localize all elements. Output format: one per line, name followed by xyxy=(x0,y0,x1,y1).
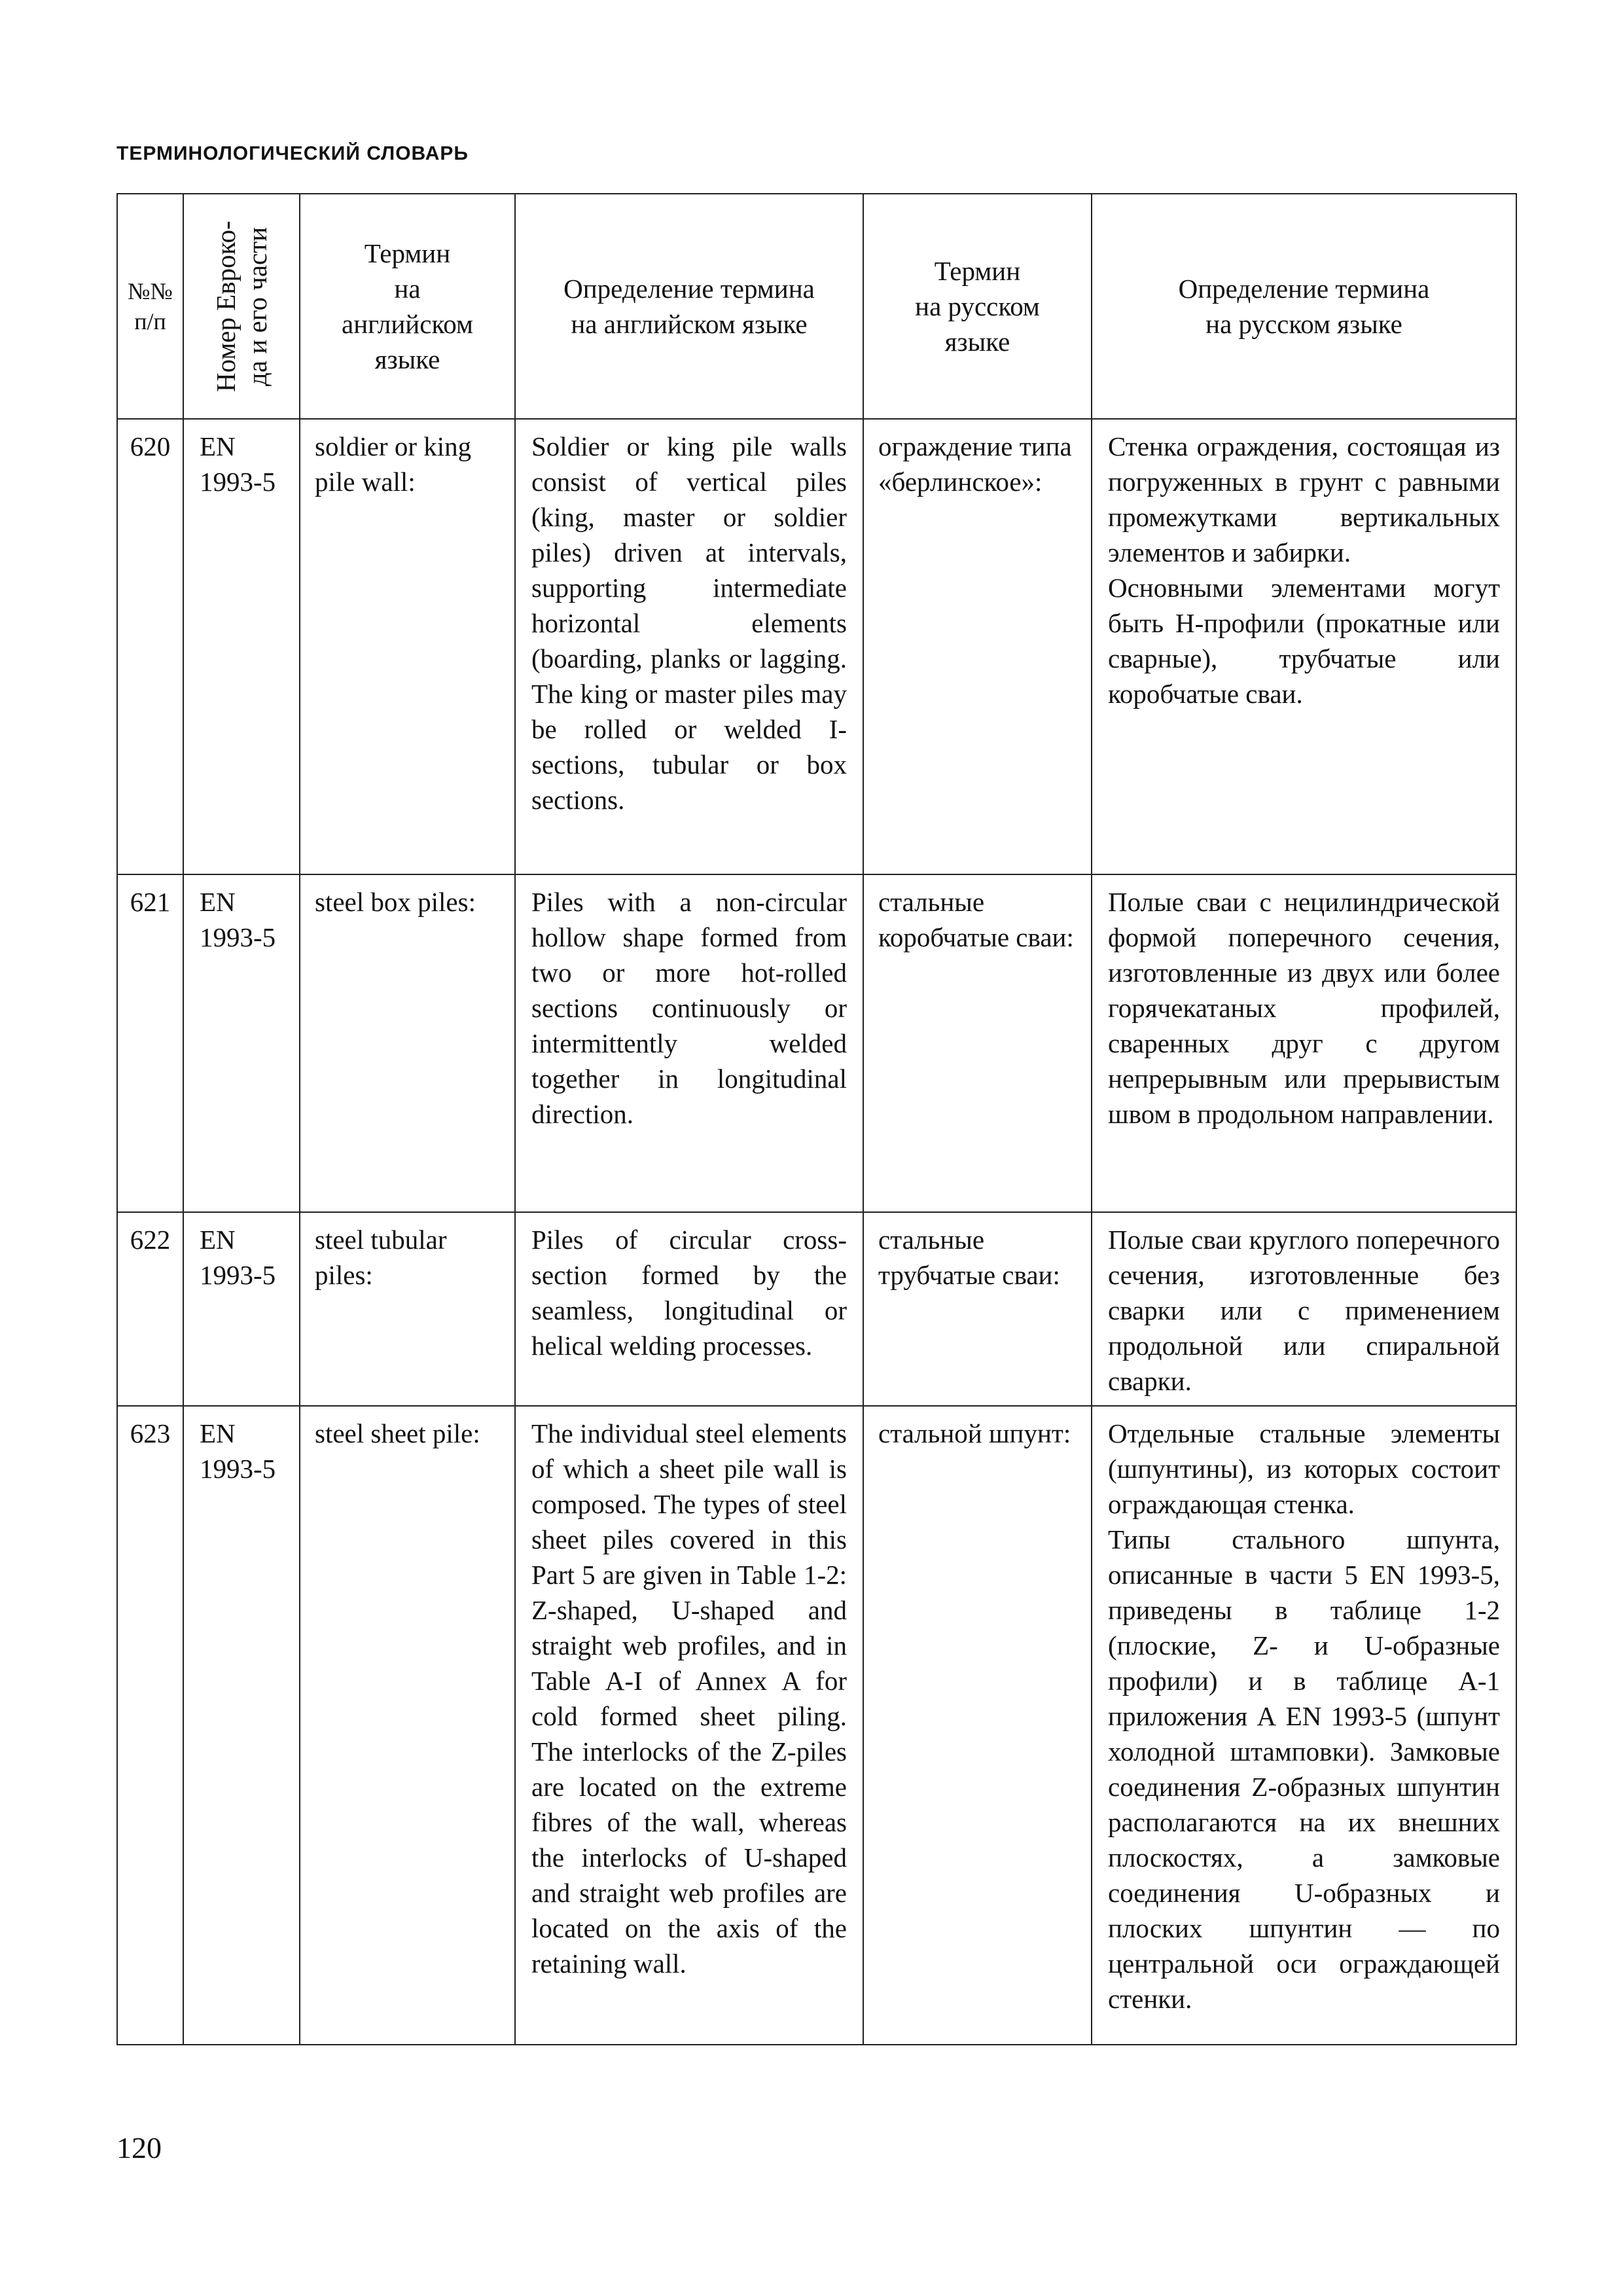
row-number: 621 xyxy=(117,874,183,1212)
definition-paragraph: Основными элементами могут быть Н-профили (прокатные или сварные), трубчатые или коробчатые сваи. xyxy=(1108,573,1500,709)
definition-paragraph: Отдельные стальные элементы (шпунтины), из которых состоит ограждающая стенка. xyxy=(1108,1418,1500,1519)
col-header-def-ru: Определение термина на русском языке xyxy=(1092,194,1516,419)
term-english: steel sheet pile: xyxy=(300,1406,515,2045)
definition-paragraph: Полые сваи круглого поперечного сечения, изготовленные без сварки или с применением продольной или спиральной сварки. xyxy=(1108,1225,1500,1396)
definition-russian xyxy=(1092,874,1516,1212)
row-number: 620 xyxy=(117,419,183,874)
row-number: 622 xyxy=(117,1212,183,1406)
row-number: 623 xyxy=(117,1406,183,2045)
definition-paragraph: Полые сваи с нецилиндрической формой поперечного сечения, изготовленные из двух или более горячекатаных профилей, сваренных друг с другом непрерывным или прерывистым швом в продольном направлении. xyxy=(1108,887,1500,1129)
col-header-term-ru: Термин на русском языке xyxy=(863,194,1092,419)
definition-paragraph: Типы стального шпунта, описанные в части 5 EN 1993-5, приведены в таблице 1-2 (плоские, Z- и U-образные профили) и в таблице А-1 приложения А EN 1993-5 (шпунт холодной штамповки). Замковые соединения Z-образных шпунтин располагаются на их внешних плоскостях, а замковые соединения U-образных и плоских шпунтин — по центральной оси ограждающей стенки. xyxy=(1108,1524,1500,2014)
glossary-table xyxy=(116,193,1517,2045)
definition-english: Piles with a non-circular hollow shape formed from two or more hot-rolled sections continuously or intermittently welded together in longitudinal direction. xyxy=(515,874,863,1212)
term-russian: стальной шпунт: xyxy=(863,1406,1092,2045)
definition-english: Piles of circular cross-section formed by the seamless, longitudinal or helical welding processes. xyxy=(515,1212,863,1406)
table-row xyxy=(117,874,1516,1212)
table-row xyxy=(117,1212,1516,1406)
col-header-eurocode: Номер Евроко- да и его части xyxy=(183,194,300,419)
eurocode-ref: EN 1993-5 xyxy=(183,1212,300,1406)
term-english: steel box piles: xyxy=(300,874,515,1212)
table-row xyxy=(117,1406,1516,2045)
eurocode-ref: EN 1993-5 xyxy=(183,874,300,1212)
col-header-def-en: Определение термина на английском языке xyxy=(515,194,863,419)
term-english: steel tubular piles: xyxy=(300,1212,515,1406)
term-russian: стальные трубчатые сваи: xyxy=(863,1212,1092,1406)
running-head: ТЕРМИНОЛОГИЧЕСКИЙ СЛОВАРЬ xyxy=(116,143,469,164)
col-header-num: №№ п/п xyxy=(117,194,183,419)
page-number: 120 xyxy=(116,2131,162,2164)
definition-paragraph: Стенка ограждения, состоящая из погруженных в грунт с равными промежутками вертикальных элементов и забирки. xyxy=(1108,431,1500,567)
term-russian: ограждение типа «берлинское»: xyxy=(863,419,1092,874)
col-header-term-en: Термин на английском языке xyxy=(300,194,515,419)
definition-russian xyxy=(1092,1212,1516,1406)
term-russian: стальные коробчатые сваи: xyxy=(863,874,1092,1212)
definition-russian xyxy=(1092,419,1516,874)
eurocode-ref: EN 1993-5 xyxy=(183,1406,300,2045)
eurocode-ref: EN 1993-5 xyxy=(183,419,300,874)
definition-english: Soldier or king pile walls consist of vertical piles (king, master or soldier piles) driven at intervals, supporting intermediate horizontal elements (boarding, planks or lagging. The king or master piles may be rolled or welded I-sections, tubular or box sections. xyxy=(515,419,863,874)
definition-russian xyxy=(1092,1406,1516,2045)
term-english: soldier or king pile wall: xyxy=(300,419,515,874)
definition-english: The individual steel elements of which a sheet pile wall is composed. The types of steel sheet piles covered in this Part 5 are given in Table 1-2: Z-shaped, U-shaped and straight web profiles, and in Table A-I of Annex A for cold formed sheet piling. The interlocks of the Z-piles are located on the extreme fibres of the wall, whereas the interlocks of U-shaped and straight web profiles are located on the axis of the retaining wall. xyxy=(515,1406,863,2045)
table-row xyxy=(117,419,1516,874)
table-header-row xyxy=(117,194,1516,419)
